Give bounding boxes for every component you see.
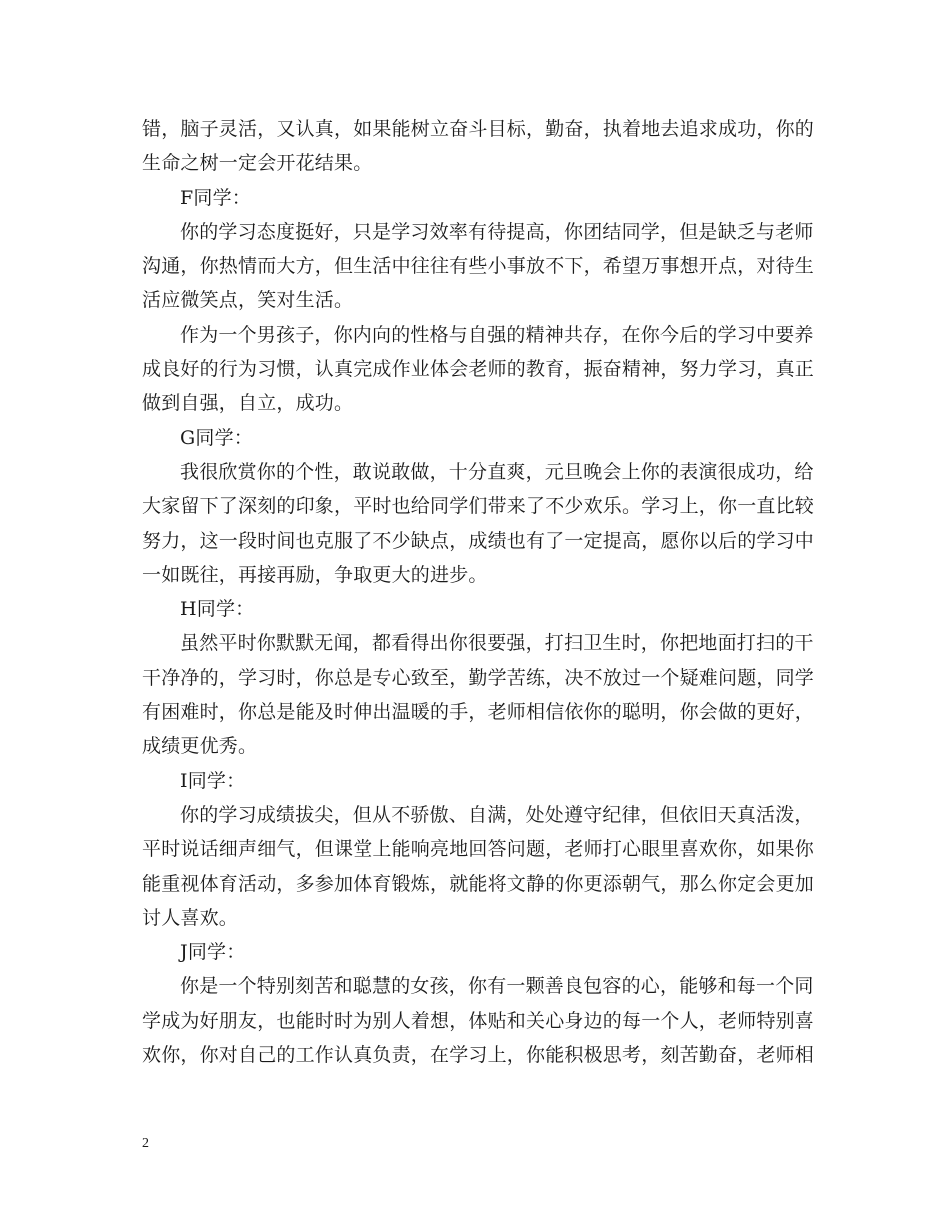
text-line: 欢你，你对自己的工作认真负责，在学习上，你能积极思考，刻苦勤奋，老师相 [142,1044,815,1067]
page-number: 2 [142,1136,149,1151]
student-heading-f: F同学： [180,186,251,209]
text-line: 生命之树一定会开花结果。 [142,152,373,175]
text-line: 干净净的，学习时，你总是专心致至，勤学苦练，决不放过一个疑难问题，同学 [142,666,815,689]
student-heading-g: G同学： [180,426,253,449]
student-heading-h: H同学： [180,598,255,621]
text-line: 作为一个男孩子，你内向的性格与自强的精神共存，在你今后的学习中要养 [180,323,814,346]
text-line: 做到自强，自立，成功。 [142,392,354,415]
text-line: 你是一个特别刻苦和聪慧的女孩，你有一颗善良包容的心，能够和每一个同 [180,975,814,998]
document-body [142,112,815,1072]
text-line: 你的学习态度挺好，只是学习效率有待提高，你团结同学，但是缺乏与老师 [180,220,814,243]
text-line: 沟通，你热情而大方，但生活中往往有些小事放不下，希望万事想开点，对待生 [142,255,815,278]
text-line: 错，脑子灵活，又认真，如果能树立奋斗目标，勤奋，执着地去追求成功，你的 [142,118,815,140]
text-line: 讨人喜欢。 [142,906,239,929]
text-line: 有困难时，你总是能及时伸出温暖的手，老师相信依你的聪明，你会做的更好， [142,701,815,724]
student-heading-j: J同学： [180,941,246,964]
text-line: 学成为好朋友，也能时时为别人着想，体贴和关心身边的每一个人，老师特别喜 [142,1009,815,1032]
text-line: 你的学习成绩拔尖，但从不骄傲、自满，处处遵守纪律，但依旧天真活泼， [180,803,814,826]
text-line: 成良好的行为习惯，认真完成作业体会老师的教育，振奋精神，努力学习，真正 [142,358,815,381]
student-heading-i: I同学： [180,769,246,792]
text-line: 虽然平时你默默无闻，都看得出你很要强，打扫卫生时，你把地面打扫的干 [180,632,814,655]
text-line: 活应微笑点，笑对生活。 [142,289,354,312]
text-line: 我很欣赏你的个性，敢说敢做，十分直爽，元旦晚会上你的表演很成功，给 [180,460,814,483]
text-line: 成绩更优秀。 [142,735,258,758]
text-line: 能重视体育活动，多参加体育锻炼，就能将文静的你更添朝气，那么你定会更加 [142,872,815,895]
text-line: 一如既往，再接再励，争取更大的进步。 [142,563,488,586]
text-line: 努力，这一段时间也克服了不少缺点，成绩也有了一定提高，愿你以后的学习中 [142,529,815,552]
text-line: 平时说话细声细气，但课堂上能响亮地回答问题，老师打心眼里喜欢你，如果你 [142,838,815,861]
text-line: 大家留下了深刻的印象，平时也给同学们带来了不少欢乐。学习上，你一直比较 [142,495,815,518]
